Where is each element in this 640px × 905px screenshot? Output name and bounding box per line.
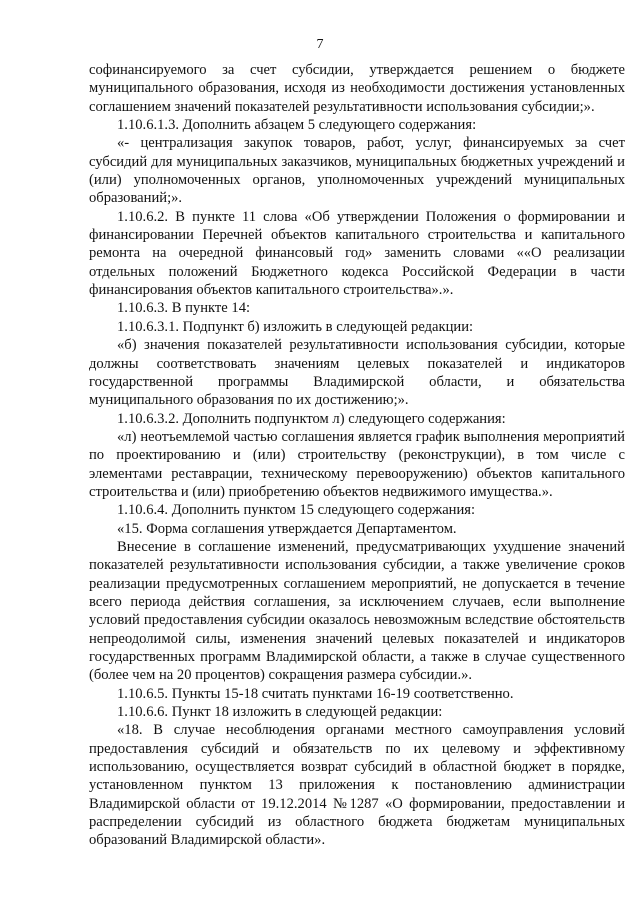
paragraph-1-10-6-6: 1.10.6.6. Пункт 18 изложить в следующей редакции: (117, 704, 443, 721)
paragraph-1-10-6-3-1: 1.10.6.3.1. Подпункт б) изложить в следующей редакции: (117, 318, 474, 335)
paragraph-1-10-6-3-2: 1.10.6.3.2. Дополнить подпунктом л) следующего содержания: (117, 410, 506, 427)
paragraph-1-10-6-1-3: 1.10.6.1.3. Дополнить абзацем 5 следующего содержания: (117, 117, 477, 134)
paragraph-continuation: софинансируемого за счет субсидии, утверждается решением о бюджете муниципального образования, исходя из необходимости достижения установленных соглашением значений показателей результативности использования субсидии;». (89, 62, 625, 115)
paragraph-amendments: Внесение в соглашение изменений, предусматривающих ухудшение значений показателей результативности использования субсидии, а также увеличение сроков реализации предусмотренных соглашением мероприятий, не допускается в течение всего периода действия соглашения, за исключением случаев, если выполнение условий предоставления субсидии оказалось невозможным вследствие обстоятельств непреодолимой силы, изменения значений целевых показателей и индикаторов государственных программ Владимирской области, а также в случае существенного (более чем на 20 процентов) сокращения размера субсидии.». (89, 538, 625, 684)
paragraph-subpoint-l: «л) неотъемлемой частью соглашения является график выполнения мероприятий по проектированию и (или) строительству (реконструкции), в том числе с элементами реставрации, техническому перевооружению) объектов капитального строительства и (или) приобретению объектов недвижимого имущества.». (89, 428, 625, 500)
paragraph-1-10-6-2: 1.10.6.2. В пункте 11 слова «Об утверждении Положения о формировании и финансировании Перечней объектов капитального строительства и капитального ремонта на очередной финансовый год» заменить словами ««О реализации отдельных положений Бюджетного кодекса Российской Федерации в части финансирования объектов капитального строительства».». (89, 208, 625, 299)
paragraph-1-10-6-3: 1.10.6.3. В пункте 14: (117, 300, 251, 317)
document-body (89, 61, 625, 850)
paragraph-subpoint-b: «б) значения показателей результативности использования субсидии, которые должны соответствовать значениям целевых показателей и индикаторов государственной программы Владимирской области, и обязательства муниципального образования по их достижению;». (89, 337, 625, 409)
paragraph-1-10-6-5: 1.10.6.5. Пункты 15-18 считать пунктами 16-19 соответственно. (117, 685, 514, 702)
paragraph-point-18: «18. В случае несоблюдения органами местного самоуправления условий предоставления субсидий и обязательств по их целевому и эффективному использованию, осуществляется возврат субсидий в областной бюджет в порядке, установленном пунктом 13 приложения к постановлению администрации Владимирской области от 19.12.2014 №1287 «О формировании, предоставлении и распределении субсидий из областного бюджета бюджетам муниципальных образований Владимирской области». (89, 722, 625, 849)
paragraph-centralization-quote: «- централизация закупок товаров, работ, услуг, финансируемых за счет субсидий для муниципальных заказчиков, муниципальных бюджетных учреждений и (или) уполномоченных органов, уполномоченных учреждений муниципальных образований;». (89, 135, 625, 207)
paragraph-1-10-6-4: 1.10.6.4. Дополнить пунктом 15 следующего содержания: (117, 502, 476, 519)
page-number: 7 (316, 37, 324, 52)
paragraph-point-15: «15. Форма соглашения утверждается Департаментом. (117, 520, 457, 537)
